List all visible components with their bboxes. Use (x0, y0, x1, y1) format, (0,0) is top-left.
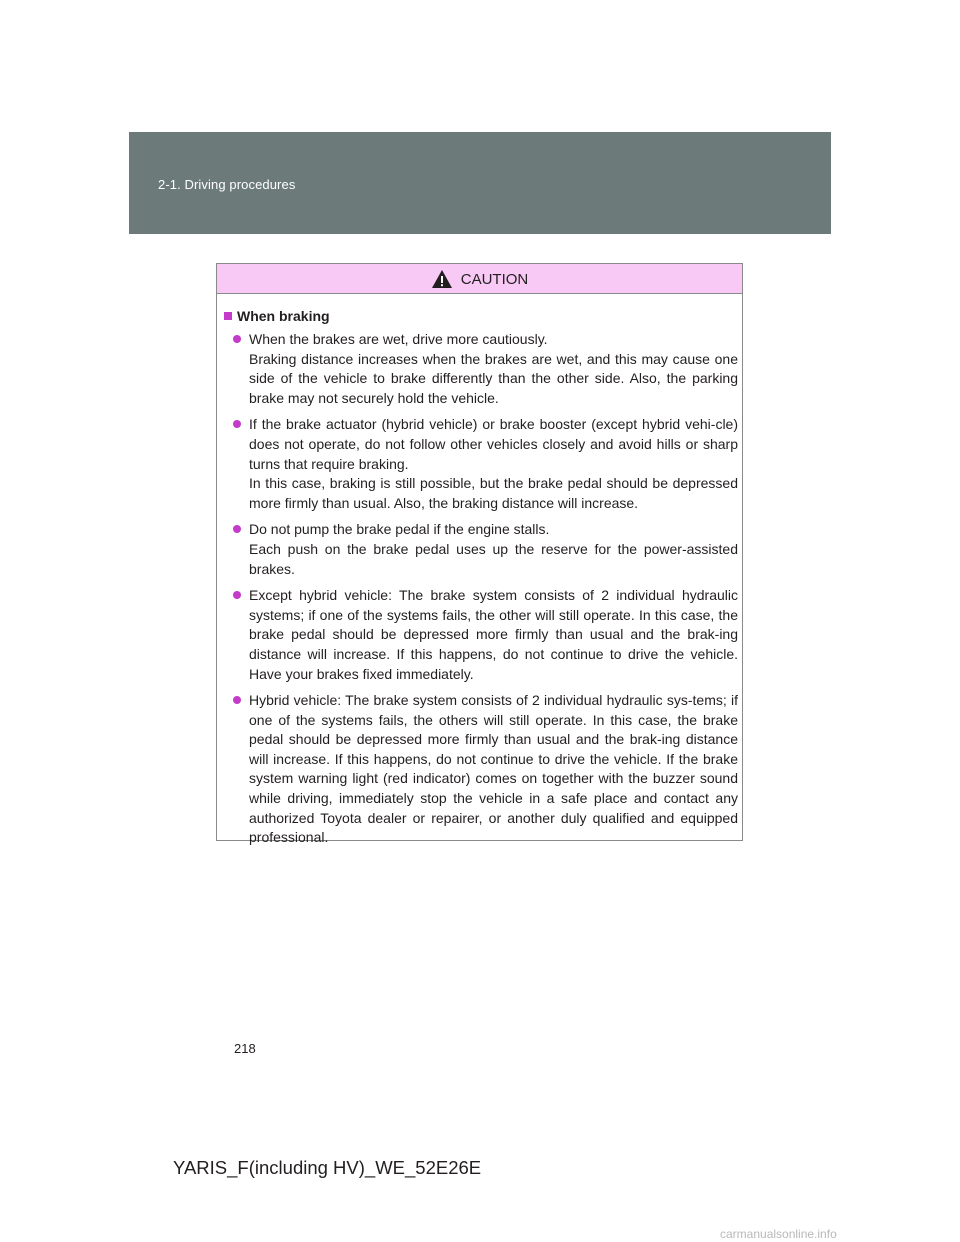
round-bullet-icon (233, 591, 241, 599)
item-detail: Each push on the brake pedal uses up the reserve for the power-assisted brakes. (249, 540, 738, 577)
caution-item (224, 330, 738, 408)
section-title-text: When braking (237, 308, 330, 324)
item-lead: Do not pump the brake pedal if the engine stalls. (249, 521, 550, 538)
item-detail: Braking distance increases when the brakes are wet, and this may cause one side of the vehicle to brake differently than the other side. Also, the parking brake may not securely hold the vehicle. (249, 350, 738, 406)
page-number: 218 (234, 1041, 256, 1056)
watermark-link[interactable]: carmanualsonline.info (720, 1227, 837, 1241)
caution-box (216, 263, 743, 846)
caution-section-title (224, 307, 738, 325)
document-footer-code: YARIS_F(including HV)_WE_52E26E (173, 1157, 482, 1178)
caution-item (224, 586, 738, 684)
item-lead: When the brakes are wet, drive more cautiously. (249, 331, 548, 347)
caution-item (224, 520, 738, 579)
item-lead: Hybrid vehicle: The brake system consists of 2 individual hydraulic sys-tems; if one of the systems fails, the others will still operate. In this case, the brake pedal should be depressed more firmly than usual and the brak-ing distance will increase. If this happens, do not continue to drive the vehicle. If the brake system warning light (red indicator) comes on together with the buzzer sound while driving, immediately stop the vehicle in a safe place and contact any authorized Toyota dealer or repairer, or another duly qualified and equipped professional. (249, 692, 738, 846)
section-header-band (129, 132, 831, 234)
section-header-title: 2-1. Driving procedures (158, 177, 296, 192)
round-bullet-icon (233, 525, 241, 533)
caution-body (217, 294, 742, 848)
item-detail: In this case, braking is still possible, but the brake pedal should be depressed more firmly than usual. Also, the braking distance will increase. (249, 475, 738, 511)
square-bullet-icon (224, 312, 232, 320)
caution-item (224, 691, 738, 848)
caution-item (224, 415, 738, 513)
round-bullet-icon (233, 696, 241, 704)
item-lead: If the brake actuator (hybrid vehicle) or brake booster (except hybrid vehi-cle) does not operate, do not follow other vehicles closely and avoid hills or sharp turns that require braking. (249, 416, 738, 472)
caution-header (217, 264, 742, 294)
caution-label: CAUTION (460, 271, 529, 288)
warning-triangle-icon (431, 269, 453, 289)
round-bullet-icon (233, 420, 241, 428)
round-bullet-icon (233, 335, 241, 343)
item-lead: Except hybrid vehicle: The brake system consists of 2 individual hydraulic systems; if one of the systems fails, the other will still operate. In this case, the brake pedal should be depressed more firmly than usual and the brak-ing distance will increase. If this happens, do not continue to drive the vehicle. Have your brakes fixed immediately. (249, 587, 738, 682)
